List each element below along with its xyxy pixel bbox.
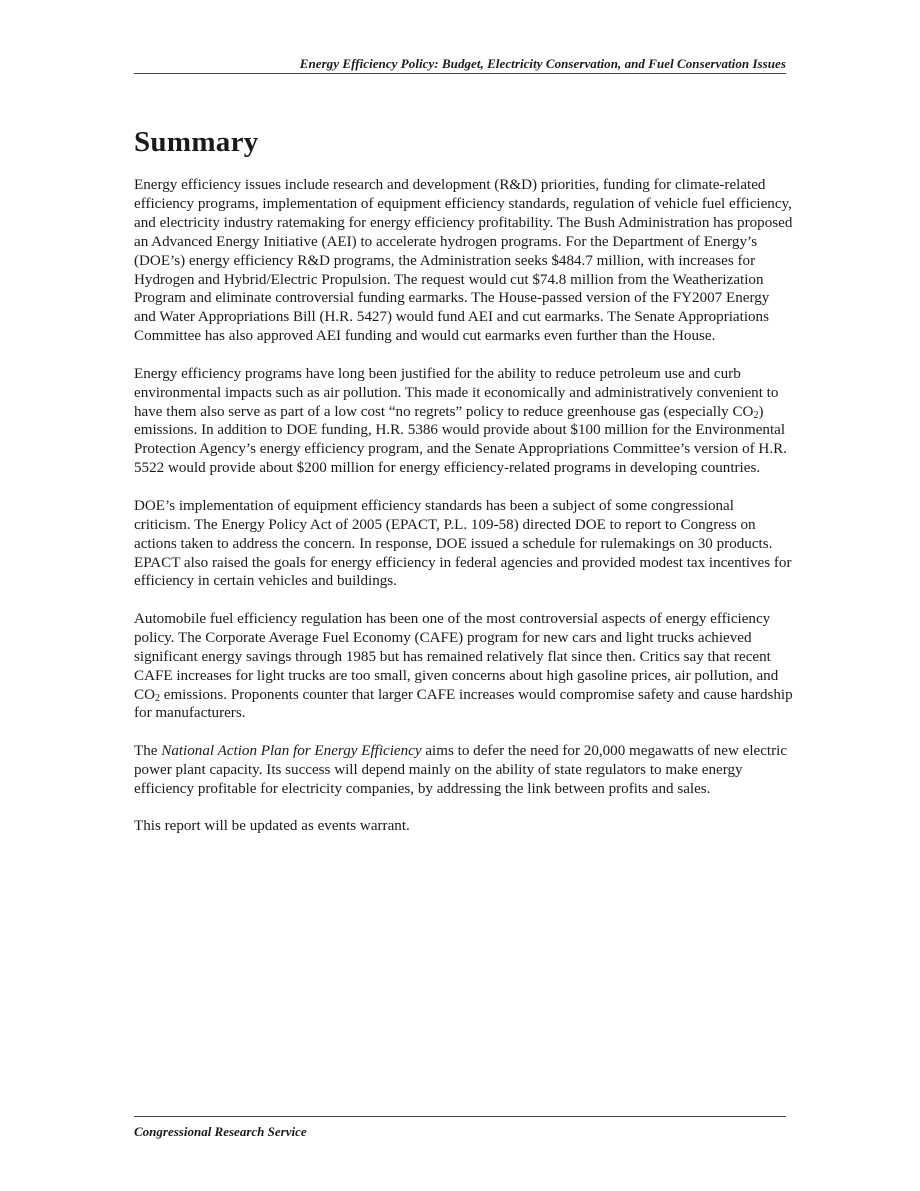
- paragraph-2-text-b: ) emissions. In addition to DOE funding, H.R. 5386 would provide about $100 million for the Environmental Protection Agency’s energy efficiency program, and the Senate Appropriations Committee’s version of H.R. 5522 would provide about $200 million for energy efficiency-related programs in developing countries.: [134, 403, 787, 477]
- running-header: [134, 55, 786, 74]
- paragraph-2-text-a: Energy efficiency programs have long been justified for the ability to reduce petroleum use and curb environmental impacts such as air pollution. This made it economically and administratively convenient to have them also serve as part of a low cost “no regrets” policy to reduce greenhouse gas (especially CO: [134, 365, 779, 420]
- section-title: Summary: [134, 126, 259, 158]
- footer-publisher: Congressional Research Service: [134, 1124, 307, 1139]
- paragraph-4-text-a: Automobile fuel efficiency regulation has been one of the most controversial aspects of energy efficiency policy. The Corporate Average Fuel Economy (CAFE) program for new cars and light trucks achieved significant energy savings through 1985 but has remained relatively flat since then. Critics say that recent CAFE increases for light trucks are too small, given concerns about high gasoline prices, air pollution, and CO: [134, 610, 779, 703]
- paragraph-1: Energy efficiency issues include research and development (R&D) priorities, funding for climate-related efficiency programs, implementation of equipment efficiency standards, regulation of vehicle fuel efficiency, and electricity industry ratemaking for energy efficiency profitability. The Bush Administration has proposed an Advanced Energy Initiative (AEI) to accelerate hydrogen programs. For the Department of Energy’s (DOE’s) energy efficiency R&D programs, the Administration seeks $484.7 million, with increases for Hydrogen and Hybrid/Electric Propulsion. The request would cut $74.8 million from the Weatherization Program and eliminate controversial funding earmarks. The House-passed version of the FY2007 Energy and Water Appropriations Bill (H.R. 5427) would fund AEI and cut earmarks. The Senate Appropriations Committee has also approved AEI funding and would cut earmarks even further than the House.: [134, 177, 793, 345]
- paragraph-5: [134, 742, 794, 799]
- paragraph-5-text-a: The: [134, 742, 162, 759]
- paragraph-3: DOE’s implementation of equipment efficiency standards has been a subject of some congressional criticism. The Energy Policy Act of 2005 (EPACT, P.L. 109-58) directed DOE to report to Congress on actions taken to address the concern. In response, DOE issued a schedule for rulemakings on 30 products. EPACT also raised the goals for energy efficiency in federal agencies and provided modest tax incentives for efficiency in certain vehicles and buildings.: [134, 497, 792, 590]
- paragraph-5-text-b: aims to defer the need for 20,000 megawatts of new electric power plant capacity. Its success will depend mainly on the ability of state regulators to make energy efficiency profitable for electricity companies, by addressing the link between profits and sales.: [134, 742, 788, 797]
- paragraph-4: [134, 610, 794, 723]
- paragraph-6: This report will be updated as events warrant.: [134, 818, 410, 835]
- co2-subscript: 2: [154, 692, 160, 704]
- co2-subscript: 2: [753, 409, 759, 421]
- page-footer: [134, 1116, 786, 1141]
- action-plan-title: National Action Plan for Energy Efficiency: [161, 742, 422, 759]
- running-header-title: Energy Efficiency Policy: Budget, Electricity Conservation, and Fuel Conservation Issues: [299, 56, 786, 71]
- paragraph-4-text-b: emissions. Proponents counter that larger CAFE increases would compromise safety and cause hardship for manufacturers.: [134, 686, 793, 722]
- summary-body: [134, 176, 794, 855]
- paragraph-2: [134, 365, 794, 478]
